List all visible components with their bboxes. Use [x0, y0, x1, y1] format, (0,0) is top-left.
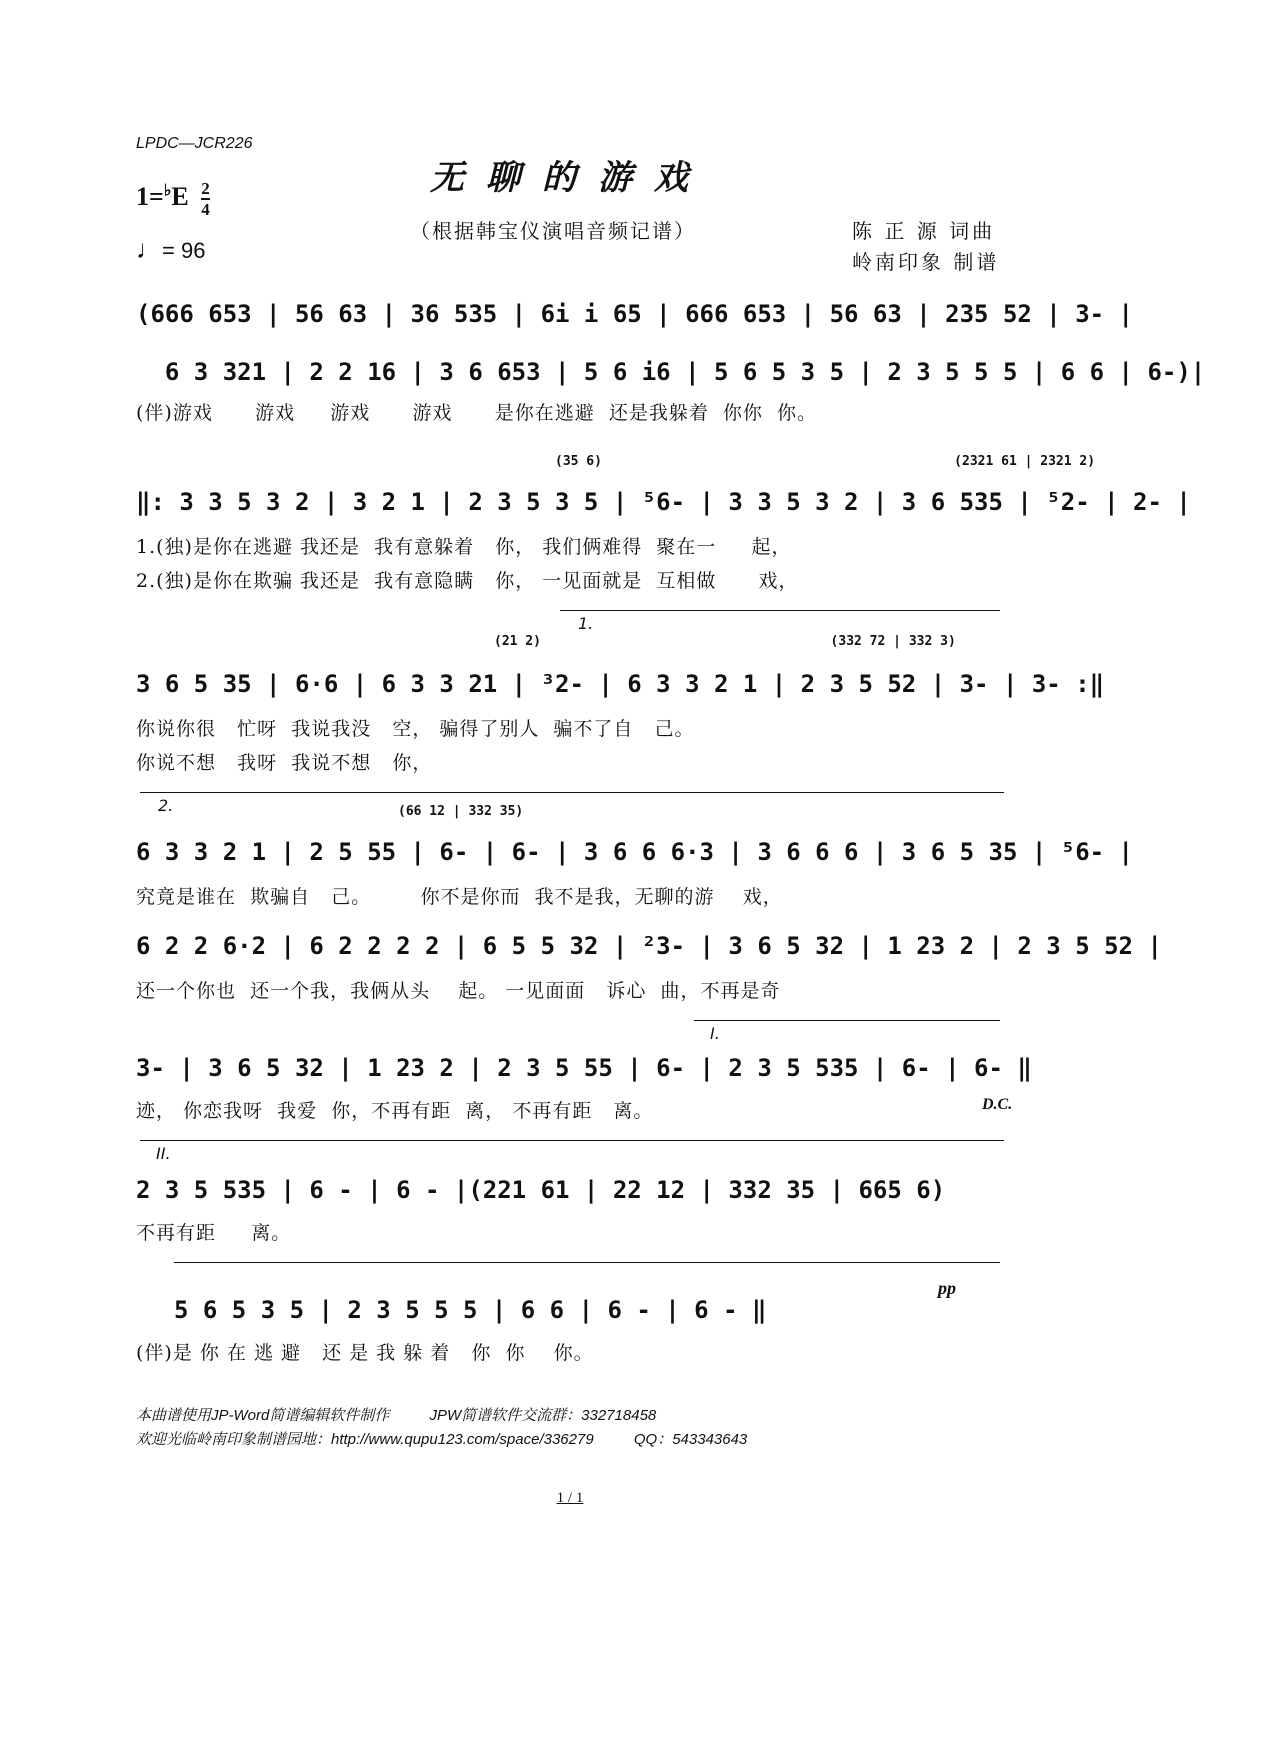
time-signature: [201, 180, 210, 218]
system-top-line: [174, 1262, 1000, 1263]
music-line: ‖: 3 3 5 3 2 | 3 2 1 | 2 3 5 3 5 | ⁵6- | 3 3 5 3 2 | 3 6 535 | ⁵2- | 2- |: [136, 488, 1191, 516]
website-credit[interactable]: 欢迎光临岭南印象制谱园地：http://www.qupu123.com/space/336279: [136, 1431, 594, 1448]
tempo-marking: [136, 234, 205, 265]
song-title: 无聊的游戏: [430, 158, 710, 198]
lyric-line: (伴)游戏 游戏 游戏 游戏 是你在逃避 还是我躲着 你你 你。: [136, 402, 817, 424]
volta-bracket: [140, 1140, 1004, 1141]
volta-label: 2.: [158, 796, 174, 815]
grace-notes: (66 12 | 332 35): [398, 804, 524, 819]
lyric-line: 不再有距 离。: [136, 1222, 292, 1244]
volta-label: I.: [710, 1024, 720, 1043]
lyric-line-verse2: 2.(独)是你在欺骗 我还是 我有意隐瞒 你， 一见面就是 互相做 戏，: [136, 570, 799, 592]
lyric-line-verse1: 1.(独)是你在逃避 我还是 我有意躲着 你， 我们俩难得 聚在一 起，: [136, 536, 792, 558]
page-number: [0, 1490, 1140, 1507]
dynamic-marking: pp: [938, 1278, 956, 1298]
score-line-6: [136, 932, 1162, 972]
key-prefix: 1=: [136, 181, 164, 211]
dc-marking: D.C.: [982, 1096, 1013, 1113]
lyric-line: 还一个你也 还一个我，我俩从头 起。 一见面面 诉心 曲，不再是奇: [136, 980, 781, 1002]
flat-sign: ♭: [163, 182, 172, 200]
time-top: 2: [201, 179, 210, 198]
lyric-line-verse1: 你说你很 忙呀 我说我没 空， 骗得了别人 骗不了自 己。: [136, 718, 695, 740]
volta-label: 1.: [578, 614, 594, 633]
qq-credit: QQ：543343643: [633, 1431, 748, 1448]
arranger-credit: 岭南印象 制谱: [852, 250, 1000, 274]
score-code: LPDC—JCR226: [136, 135, 253, 152]
volta-bracket: [140, 792, 1004, 793]
lyric-line: 迹， 你恋我呀 我爱 你，不再有距 离， 不再有距 离。: [136, 1100, 654, 1122]
lyric-line: (伴)是 你 在 逃 避 还 是 我 躲 着 你 你 你。: [136, 1342, 594, 1364]
footer-line-2: [136, 1428, 747, 1449]
lyric-line: 究竟是谁在 欺骗自 己。 你不是你而 我不是我，无聊的游 戏，: [136, 886, 783, 908]
song-subtitle: （根据韩宝仪演唱音频记谱）: [410, 219, 696, 243]
score-line-4: [136, 670, 1105, 710]
score-line-1: [136, 300, 1133, 340]
page-number-text: 1 / 1: [556, 1490, 584, 1506]
score-line-8: [136, 1176, 1004, 1216]
time-bottom: 4: [201, 200, 210, 219]
group-credit: JPW简谱软件交流群：332718458: [429, 1407, 657, 1424]
music-line: (666 653 | 56 63 | 36 535 | 6i i 65 | 666 653 | 56 63 | 235 52 | 3- |: [136, 300, 1133, 328]
volta-bracket: [560, 610, 1000, 611]
music-line: 3- | 3 6 5 32 | 1 23 2 | 2 3 5 55 | 6- | 2 3 5 535 | 6- | 6- ‖: [136, 1054, 1032, 1082]
grace-notes: (35 6) (2321 61 | 2321 2): [555, 454, 1096, 469]
key-letter: E: [171, 181, 189, 211]
volta-bracket: [694, 1020, 1000, 1021]
music-line: 6 3 321 | 2 2 16 | 3 6 653 | 5 6 i6 | 5 6 5 3 5 | 2 3 5 5 5 | 6 6 | 6-)|: [136, 358, 1206, 386]
footer-line-1: [136, 1404, 656, 1425]
grace-notes: (21 2) (332 72 | 332 3): [494, 634, 956, 649]
score-line-2: [136, 358, 1206, 398]
score-line-3: [136, 488, 1191, 528]
music-line: 6 2 2 6·2 | 6 2 2 2 2 | 6 5 5 32 | ²3- | 3 6 5 32 | 1 23 2 | 2 3 5 52 |: [136, 932, 1162, 960]
volta-label: II.: [156, 1144, 171, 1163]
tempo-value: = 96: [162, 238, 206, 263]
music-line: 5 6 5 3 5 | 2 3 5 5 5 | 6 6 | 6 - | 6 - ‖: [174, 1296, 767, 1324]
composer-credit: 陈 正 源 词曲: [852, 219, 996, 243]
score-line-9: [136, 1296, 1004, 1336]
score-line-5: [136, 838, 1133, 878]
lyric-line-verse2: 你说不想 我呀 我说不想 你，: [136, 752, 433, 774]
key-signature: [136, 180, 210, 218]
music-line: 2 3 5 535 | 6 - | 6 - |(221 61 | 22 12 | 332 35 | 665 6): [136, 1176, 946, 1204]
score-line-7: [136, 1054, 1032, 1094]
music-line: 6 3 3 2 1 | 2 5 55 | 6- | 6- | 3 6 6 6·3 | 3 6 6 6 | 3 6 5 35 | ⁵6- |: [136, 838, 1133, 866]
software-credit: 本曲谱使用JP-Word简谱编辑软件制作: [136, 1407, 390, 1424]
quarter-note-icon: ♩: [136, 234, 162, 264]
music-line: 3 6 5 35 | 6·6 | 6 3 3 21 | ³2- | 6 3 3 2 1 | 2 3 5 52 | 3- | 3- :‖: [136, 670, 1105, 698]
